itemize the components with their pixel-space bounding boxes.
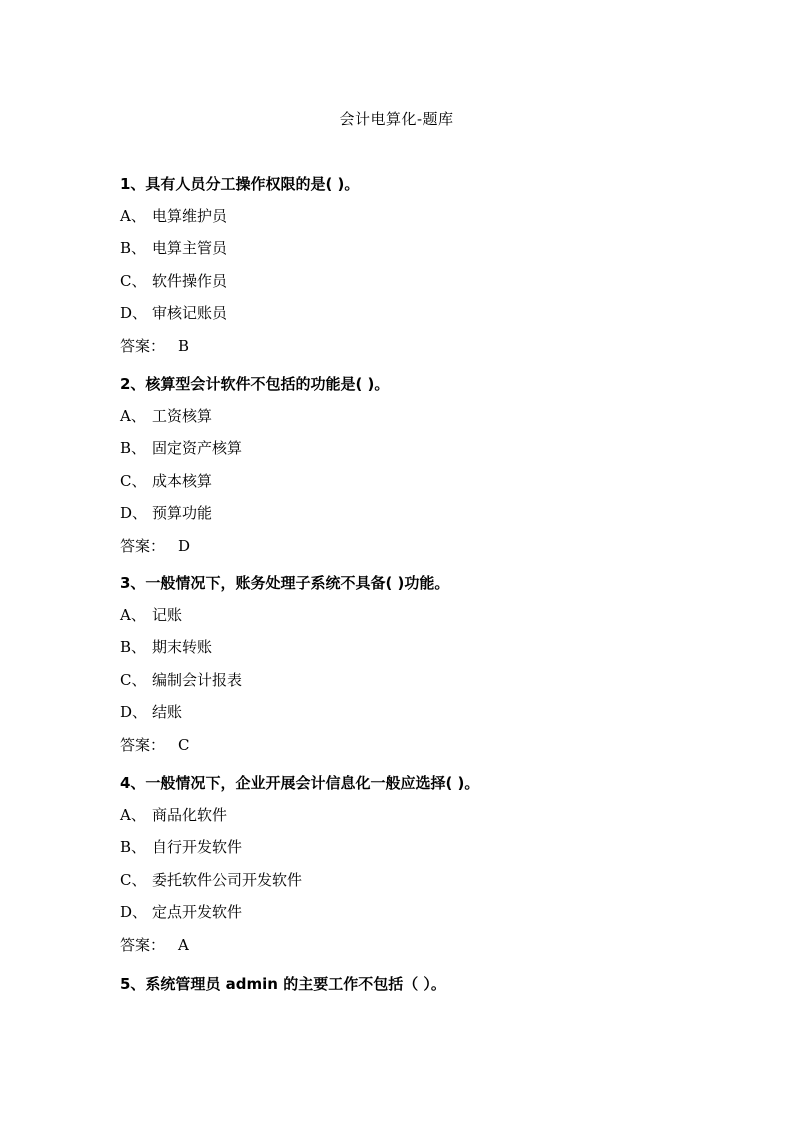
option-c [120,465,740,497]
option-letter: A、 [120,606,146,624]
option-b [120,432,740,464]
option-letter: B、 [120,838,147,857]
option-text: 编制会计报表 [152,670,243,689]
answer-value: C [178,735,190,754]
answer-label: 答案： [120,935,166,954]
question-stem: 1、具有人员分工操作权限的是( )。 [120,175,360,193]
option-b [120,831,740,863]
option-text: 期末转账 [152,638,213,657]
answer-value: B [178,336,190,355]
option-letter: B、 [120,439,147,458]
option-a [120,599,740,631]
option-letter: A、 [120,806,146,824]
question-stem: 3、一般情况下，账务处理子系统不具备( )功能。 [120,574,450,592]
option-letter: C、 [120,271,147,290]
option-text: 预算功能 [152,504,213,523]
option-letter: D、 [120,304,148,323]
option-text: 自行开发软件 [152,838,243,857]
option-c [120,265,740,297]
answer-label: 答案： [120,536,166,555]
document-title: 会计电算化-题库 [339,110,454,128]
option-letter: C、 [120,670,147,689]
option-letter: B、 [120,638,147,657]
option-text: 商品化软件 [152,806,228,824]
option-text: 工资核算 [152,407,213,425]
option-b [120,631,740,663]
option-text: 委托软件公司开发软件 [152,870,303,889]
question-2 [120,368,740,562]
option-d [120,297,740,329]
option-letter: C、 [120,870,147,889]
option-text: 成本核算 [152,471,213,490]
answer-line [120,929,740,961]
answer-value: A [178,935,189,954]
option-text: 记账 [152,606,183,624]
option-letter: D、 [120,504,148,523]
option-letter: C、 [120,471,147,490]
answer-line [120,530,740,562]
option-a [120,200,740,232]
answer-line [120,330,740,362]
question-stem: 2、核算型会计软件不包括的功能是( )。 [120,375,390,393]
option-text: 电算维护员 [152,207,228,225]
answer-value: D [178,536,191,555]
question-3 [120,567,740,761]
option-d [120,696,740,728]
option-text: 电算主管员 [152,239,228,258]
option-text: 结账 [152,703,183,722]
answer-label: 答案： [120,735,166,754]
option-d [120,896,740,928]
option-text: 审核记账员 [152,304,228,323]
option-text: 软件操作员 [152,271,228,290]
option-a [120,799,740,831]
option-a [120,400,740,432]
option-letter: A、 [120,207,146,225]
question-4 [120,767,740,961]
question-5 [120,968,740,1000]
question-stem: 4、一般情况下，企业开展会计信息化一般应选择( )。 [120,774,480,792]
option-letter: D、 [120,703,148,722]
option-b [120,232,740,264]
option-letter: A、 [120,407,146,425]
option-c [120,664,740,696]
option-text: 定点开发软件 [152,903,243,922]
question-stem: 5、系统管理员 admin 的主要工作不包括（ ）。 [120,975,446,993]
option-text: 固定资产核算 [152,439,243,458]
answer-line [120,729,740,761]
option-letter: D、 [120,903,148,922]
answer-label: 答案： [120,336,166,355]
option-c [120,864,740,896]
option-letter: B、 [120,239,147,258]
option-d [120,497,740,529]
question-1 [120,168,740,362]
